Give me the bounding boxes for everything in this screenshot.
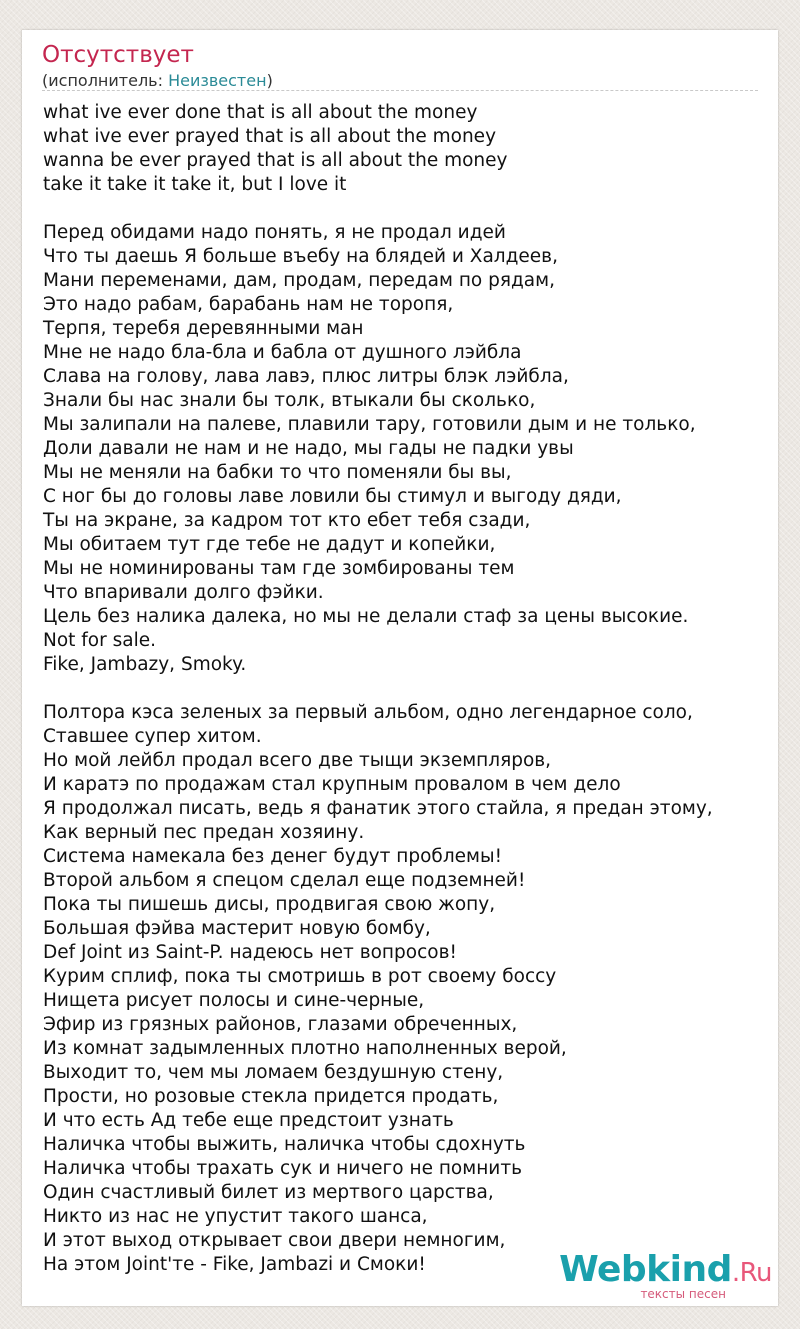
lyric-line: Из комнат задымленных плотно наполненных верой, [43, 1038, 567, 1059]
lyric-line: И этот выход открывает свои двери немногим, [43, 1230, 506, 1251]
artist-prefix: (исполнитель: [42, 71, 169, 90]
lyric-line: Полтора кэса зеленых за первый альбом, одно легендарное соло, [43, 702, 693, 723]
artist-link[interactable]: Неизвестен [168, 71, 267, 90]
lyric-line: Ты на экране, за кадром тот кто ебет тебя сзади, [43, 510, 531, 531]
lyric-line: Перед обидами надо понять, я не продал идей [43, 222, 506, 243]
lyric-line: Ставшее супер хитом. [43, 726, 262, 747]
lyric-line: С ног бы до головы лаве ловили бы стимул и выгоду дяди, [43, 486, 622, 507]
lyric-line: Мы залипали на палеве, плавили тару, готовили дым и не только, [43, 414, 696, 435]
lyric-line: Мы обитаем тут где тебе не дадут и копейки, [43, 534, 496, 555]
lyric-line: Пока ты пишешь дисы, продвигая свою жопу, [43, 894, 496, 915]
lyric-line: И что есть Ад тебе еще предстоит узнать [43, 1110, 454, 1131]
lyric-line: Это надо рабам, барабань нам не торопя, [43, 294, 454, 315]
lyric-line: Цель без налика далека, но мы не делали стаф за цены высокие. [43, 606, 689, 627]
lyric-line [43, 197, 713, 221]
lyric-line: what ive ever done that is all about the money [43, 102, 478, 123]
lyric-line: Второй альбом я спецом сделал еще подземней! [43, 870, 526, 891]
lyric-line: Нищета рисует полосы и сине-черные, [43, 990, 425, 1011]
lyric-line: Что ты даешь Я больше въебу на блядей и Халдеев, [43, 246, 558, 267]
lyric-line: И каратэ по продажам стал крупным провалом в чем дело [43, 774, 621, 795]
lyric-line: Fike, Jambazy, Smoky. [43, 654, 247, 675]
lyric-line: Выходит то, чем мы ломаем бездушную стену, [43, 1062, 504, 1083]
lyric-line: take it take it take it, but I love it [43, 174, 347, 195]
logo-tagline: тексты песен [640, 1287, 726, 1301]
logo-name: Webkind [559, 1249, 732, 1290]
lyric-line: Прости, но розовые стекла придется продать, [43, 1086, 499, 1107]
lyrics-card [22, 30, 778, 1306]
lyric-line: Система намекала без денег будут проблемы! [43, 846, 503, 867]
lyrics-text [43, 101, 713, 1277]
lyric-line: Наличка чтобы выжить, наличка чтобы сдохнуть [43, 1134, 526, 1155]
lyric-line: Курим сплиф, пока ты смотришь в рот своему боссу [43, 966, 557, 987]
lyric-line: Знали бы нас знали бы толк, втыкали бы сколько, [43, 390, 536, 411]
lyric-line: Мне не надо бла-бла и бабла от душного лэйбла [43, 342, 522, 363]
lyric-line: Наличка чтобы трахать сук и ничего не помнить [43, 1158, 522, 1179]
song-title: Отсутствует [42, 42, 194, 68]
lyric-line: Что впаривали долго фэйки. [43, 582, 324, 603]
lyric-line: Мы не номинированы там где зомбированы тем [43, 558, 515, 579]
lyric-line: Def Joint из Saint-P. надеюсь нет вопросов! [43, 942, 457, 963]
lyric-line: Но мой лейбл продал всего две тыщи экземпляров, [43, 750, 552, 771]
artist-suffix: ) [266, 71, 273, 90]
lyric-line: Эфир из грязных районов, глазами обреченных, [43, 1014, 518, 1035]
lyric-line: Один счастливый билет из мертвого царства, [43, 1182, 494, 1203]
lyric-line: Терпя, теребя деревянными ман [43, 318, 364, 339]
logo-tld: .Ru [731, 1258, 772, 1288]
lyric-line: Я продолжал писать, ведь я фанатик этого стайла, я предан этому, [43, 798, 713, 819]
site-logo[interactable] [559, 1251, 772, 1300]
lyric-line: На этом Joint'те - Fike, Jambazi и Смоки! [43, 1254, 426, 1275]
lyric-line: Not for sale. [43, 630, 156, 651]
lyric-line: what ive ever prayed that is all about the money [43, 126, 497, 147]
logo-wordmark [559, 1251, 772, 1292]
title-divider [42, 90, 758, 91]
lyric-line: Мани переменами, дам, продам, передам по рядам, [43, 270, 555, 291]
artist-line [42, 71, 273, 90]
lyric-line [43, 677, 713, 701]
lyric-line: Доли давали не нам и не надо, мы гады не падки увы [43, 438, 574, 459]
lyric-line: Никто из нас не упустит такого шанса, [43, 1206, 428, 1227]
lyric-line: Большая фэйва мастерит новую бомбу, [43, 918, 431, 939]
lyric-line: wanna be ever prayed that is all about the money [43, 150, 508, 171]
lyric-line: Мы не меняли на бабки то что поменяли бы вы, [43, 462, 512, 483]
lyric-line: Как верный пес предан хозяину. [43, 822, 365, 843]
lyric-line: Слава на голову, лава лавэ, плюс литры блэк лэйбла, [43, 366, 569, 387]
